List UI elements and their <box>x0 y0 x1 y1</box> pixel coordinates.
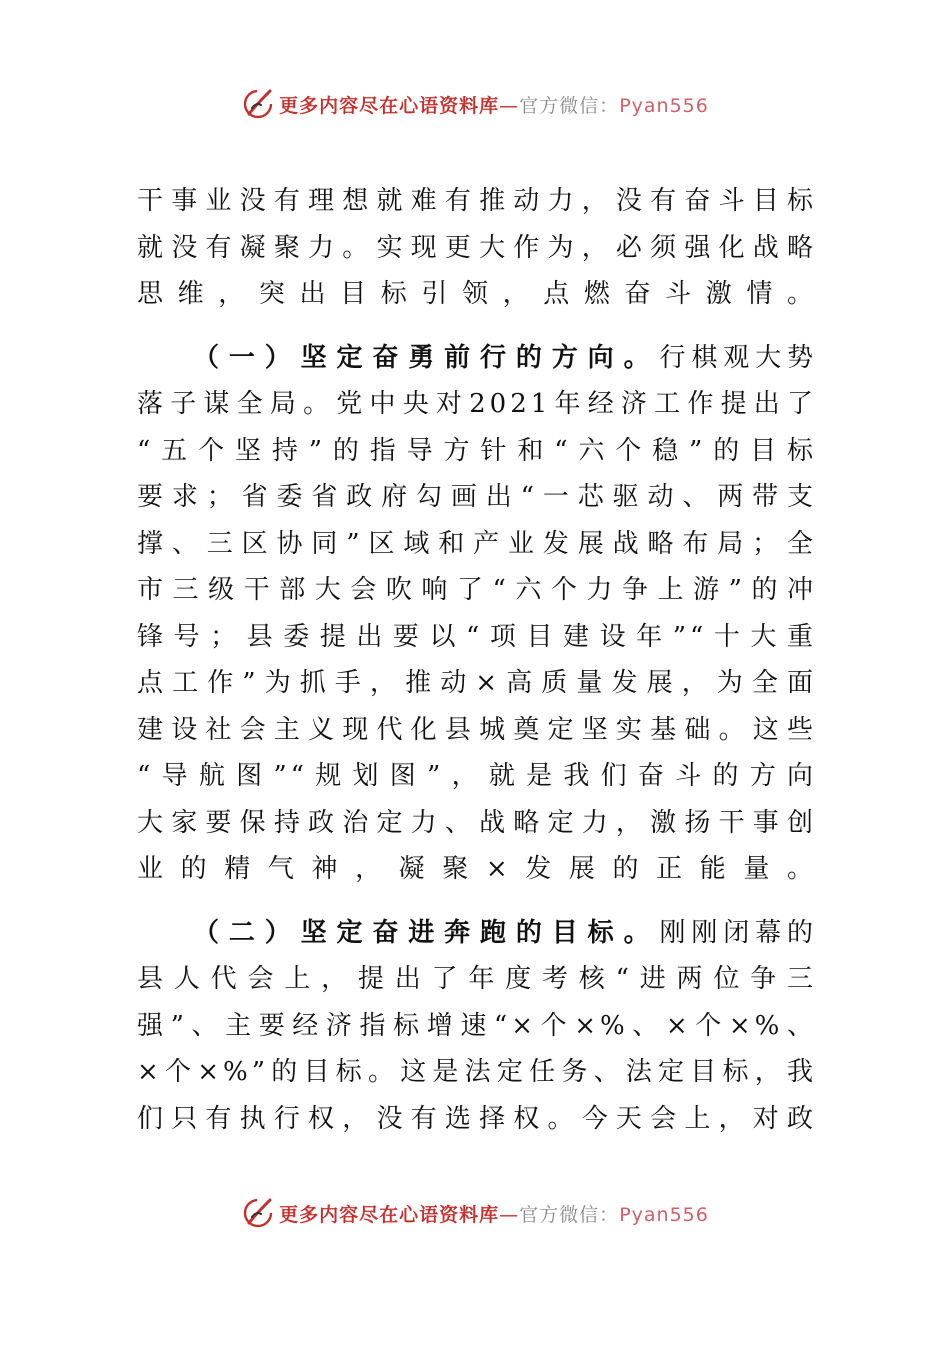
section-1-first-line <box>137 335 817 382</box>
section-2-first-line <box>137 910 817 957</box>
section-2-lead: 刚刚闭幕的 <box>659 917 817 948</box>
watermark-site: 更多内容尽在心语资料库 <box>279 94 500 117</box>
text-line: 思维，突出目标引领，点燃奋斗激情。 <box>137 279 817 309</box>
header-watermark <box>0 84 950 124</box>
footer-watermark <box>0 1193 950 1233</box>
watermark-dash: — <box>499 94 520 117</box>
text-line: 县人代会上，提出了年度考核“进两位争三 <box>137 964 817 994</box>
text-line: 就没有凝聚力。实现更大作为，必须强化战略 <box>137 232 817 263</box>
watermark-text <box>279 1200 709 1227</box>
text-line: “导航图”“规划图”，就是我们奋斗的方向 <box>137 761 817 791</box>
brush-logo-icon <box>241 1196 275 1230</box>
watermark-site: 更多内容尽在心语资料库 <box>279 1203 500 1226</box>
text-line: ×个×%”的目标。这是法定任务、法定目标，我 <box>137 1057 817 1087</box>
intro-paragraph <box>137 178 817 318</box>
brush-logo-icon <box>241 87 275 121</box>
section-1-paragraph <box>137 335 817 893</box>
section-1-lead: 行棋观大势 <box>659 342 817 373</box>
watermark-dash: — <box>499 1203 520 1226</box>
text-line: 大家要保持政治定力、战略定力，激扬干事创 <box>137 807 817 838</box>
text-line: 干事业没有理想就难有推动力，没有奋斗目标 <box>137 186 817 216</box>
watermark-label: 官方微信： <box>519 94 620 117</box>
text-line: 们只有执行权，没有选择权。今天会上，对政 <box>137 1103 817 1134</box>
text-line: 强”、主要经济指标增速“×个×%、×个×%、 <box>137 1010 817 1041</box>
text-line: 落子谋全局。党中央对2021年经济工作提出了 <box>137 389 817 419</box>
text-line: 建设社会主义现代化县城奠定坚实基础。这些 <box>137 714 817 745</box>
watermark-label: 官方微信： <box>519 1203 620 1226</box>
text-line: 锋号；县委提出要以“项目建设年”“十大重 <box>137 621 817 652</box>
section-1-heading: （一）坚定奋勇前行的方向。 <box>193 342 660 373</box>
section-2-paragraph <box>137 910 817 1143</box>
text-line: 市三级干部大会吹响了“六个力争上游”的冲 <box>137 575 817 605</box>
text-line: 撑、三区协同”区域和产业发展战略布局；全 <box>137 528 817 559</box>
section-2-heading: （二）坚定奋进奔跑的目标。 <box>193 917 660 948</box>
watermark-id: Pyan556 <box>619 94 709 117</box>
text-line: 业的精气神，凝聚×发展的正能量。 <box>137 854 817 884</box>
watermark-text <box>279 91 709 118</box>
text-line: 点工作”为抓手，推动×高质量发展，为全面 <box>137 668 817 698</box>
text-line: 要求；省委省政府勾画出“一芯驱动、两带支 <box>137 482 817 512</box>
text-line: “五个坚持”的指导方针和“六个稳”的目标 <box>137 435 817 466</box>
document-body <box>137 178 817 1142</box>
watermark-id: Pyan556 <box>619 1203 709 1226</box>
